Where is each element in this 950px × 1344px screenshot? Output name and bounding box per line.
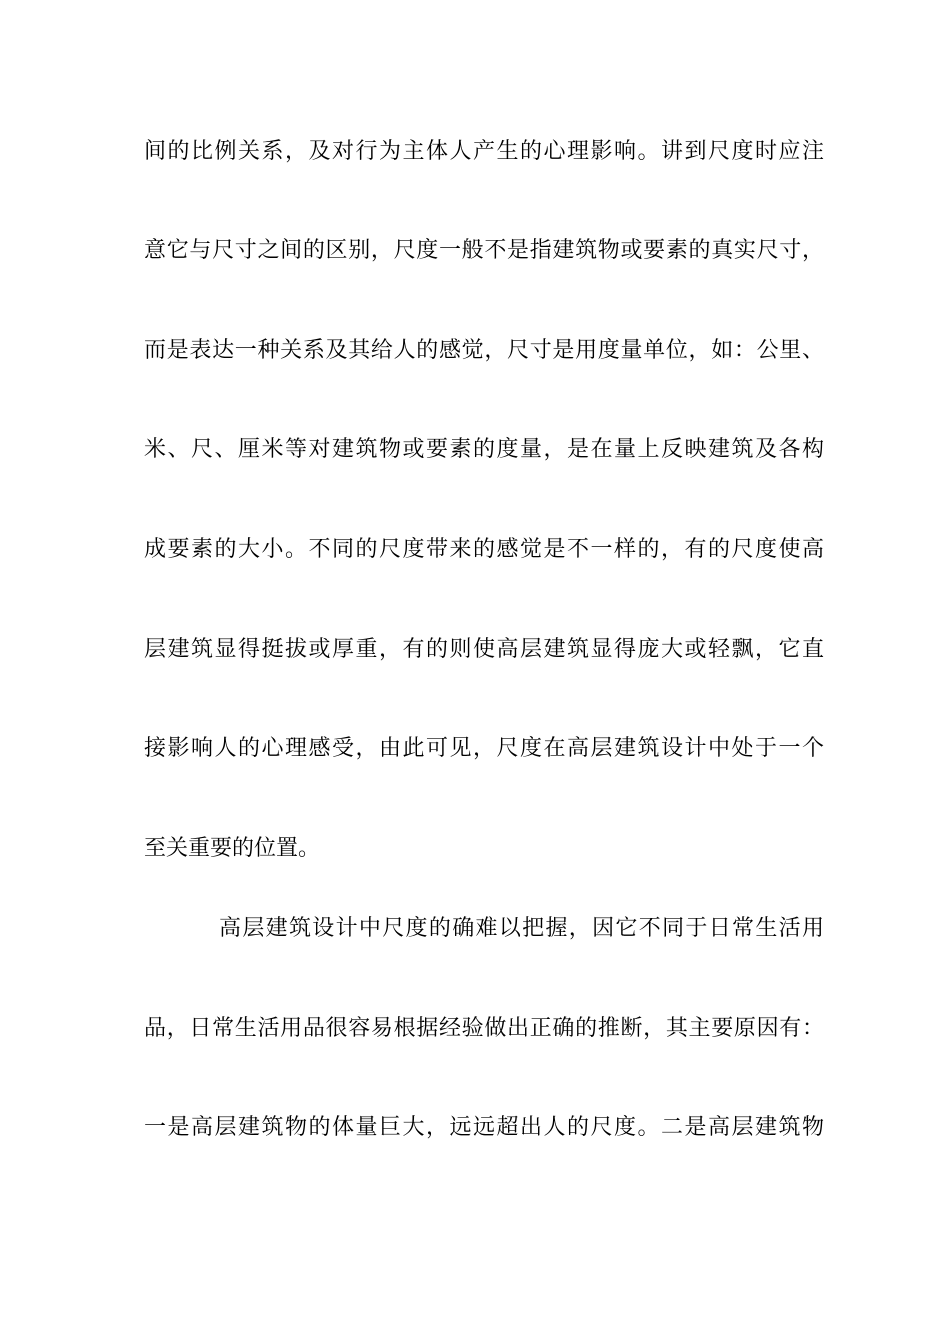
text-line: 品，日常生活用品很容易根据经验做出正确的推断，其主要原因有： [144,1016,824,1041]
text-line: 成要素的大小。不同的尺度带来的感觉是不一样的，有的尺度使高 [144,537,824,562]
paragraph-first-line: 高层建筑设计中尺度的确难以把握，因它不同于日常生活用 [219,916,824,941]
text-line: 而是表达一种关系及其给人的感觉，尺寸是用度量单位，如：公里、 [144,338,824,363]
text-line: 意它与尺寸之间的区别，尺度一般不是指建筑物或要素的真实尺寸， [144,238,824,263]
text-line: 间的比例关系，及对行为主体人产生的心理影响。讲到尺度时应注 [144,139,824,164]
text-line: 一是高层建筑物的体量巨大，远远超出人的尺度。二是高层建筑物 [144,1115,824,1140]
paragraph-end-line: 至关重要的位置。 [144,836,321,861]
text-line: 接影响人的心理感受，由此可见，尺度在高层建筑设计中处于一个 [144,736,824,761]
text-line: 层建筑显得挺拔或厚重，有的则使高层建筑显得庞大或轻飘，它直 [144,637,824,662]
text-line: 米、尺、厘米等对建筑物或要素的度量，是在量上反映建筑及各构 [144,437,824,462]
